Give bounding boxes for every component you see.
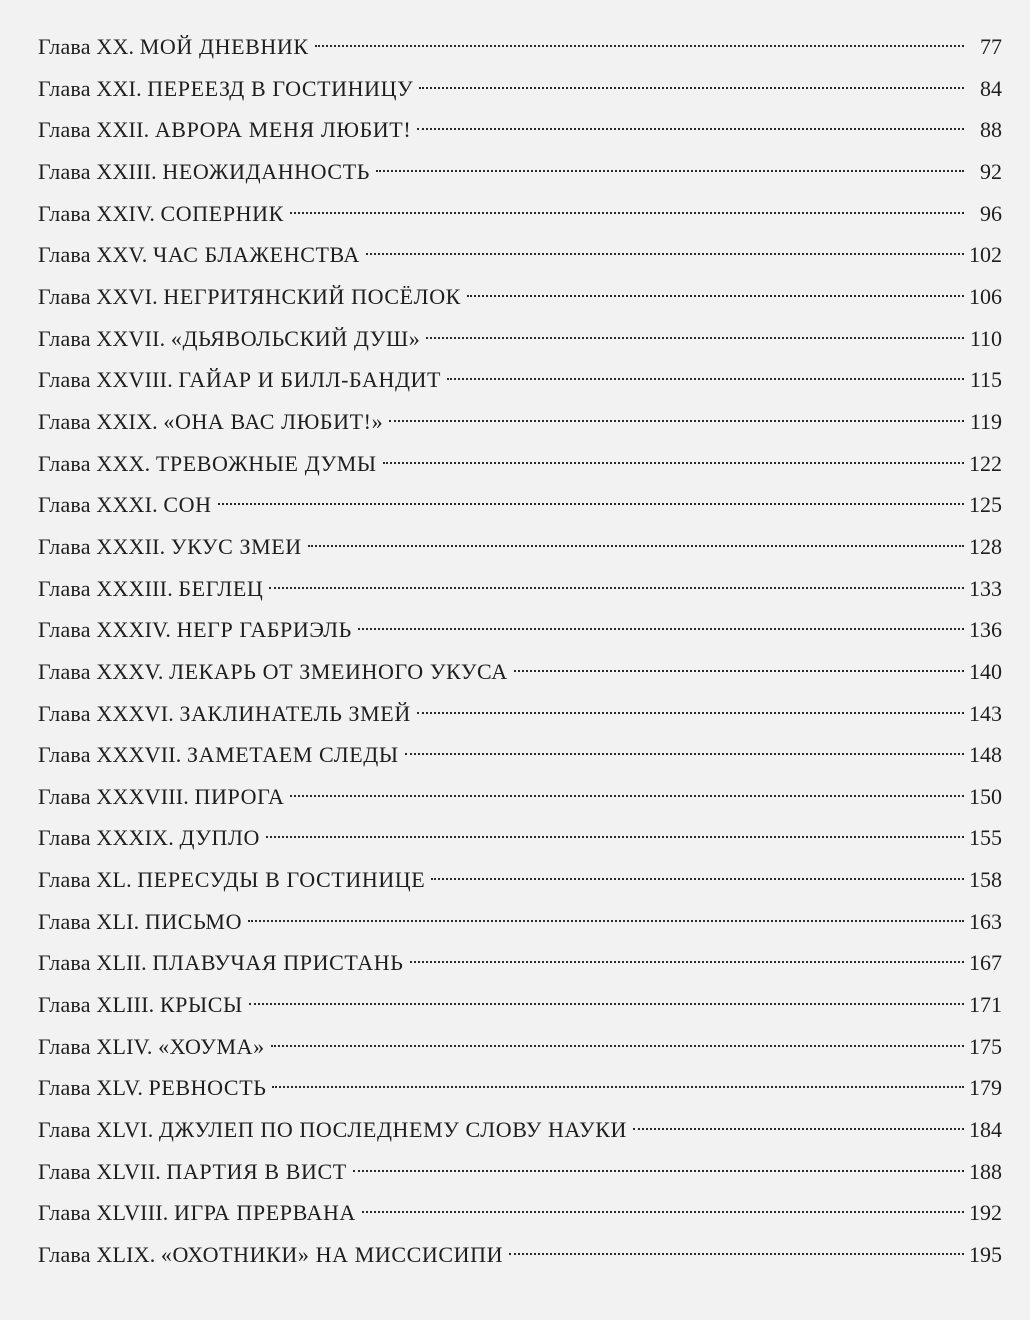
dot-leader: [383, 462, 964, 464]
dot-leader: [410, 961, 964, 963]
chapter-title: СОПЕРНИК: [160, 200, 284, 226]
toc-entry: [38, 276, 1002, 318]
page-number: 155: [969, 825, 1002, 851]
chapter-title: «ОХОТНИКИ» НА МИССИСИПИ: [160, 1242, 504, 1268]
chapter-number: Глава XXI.: [38, 75, 142, 101]
toc-entry-title: [38, 1192, 356, 1234]
toc-entry-title: [38, 1151, 347, 1193]
dot-leader: [376, 170, 964, 172]
toc-entry-title: [38, 68, 413, 110]
toc-entry-title: [38, 1026, 265, 1068]
chapter-number: Глава XXV.: [38, 242, 148, 268]
chapter-title: ПЕРЕСУДЫ В ГОСТИНИЦЕ: [137, 867, 426, 893]
dot-leader: [426, 337, 964, 339]
chapter-title: ПАРТИЯ В ВИСТ: [166, 1158, 347, 1184]
page-number: 192: [969, 1200, 1002, 1226]
toc-entry: [38, 1192, 1002, 1234]
toc-entry: [38, 401, 1002, 443]
chapter-title: ПЛАВУЧАЯ ПРИСТАНЬ: [152, 950, 404, 976]
chapter-title: НЕГР ГАБРИЭЛЬ: [176, 617, 352, 643]
toc-entry: [38, 318, 1002, 360]
dot-leader: [266, 836, 964, 838]
table-of-contents: [38, 26, 1002, 1276]
page-number: 175: [969, 1033, 1002, 1059]
page-number: 184: [969, 1117, 1002, 1143]
dot-leader: [308, 545, 964, 547]
chapter-number: Глава XLIII.: [38, 992, 155, 1018]
page-number: 77: [980, 34, 1002, 59]
dot-leader: [269, 587, 964, 589]
toc-entry-title: [38, 1234, 503, 1276]
page-number: 150: [969, 783, 1002, 809]
chapter-title: ДЖУЛЕП ПО ПОСЛЕДНЕМУ СЛОВУ НАУКИ: [158, 1117, 627, 1143]
chapter-title: ЛЕКАРЬ ОТ ЗМЕИНОГО УКУСА: [169, 658, 508, 684]
dot-leader: [362, 1211, 964, 1213]
chapter-number: Глава XXIV.: [38, 200, 156, 226]
chapter-number: Глава XLIV.: [38, 1033, 153, 1059]
chapter-number: Глава XLII.: [38, 950, 147, 976]
page-number: 119: [969, 408, 1002, 434]
page-number: 140: [969, 658, 1002, 684]
toc-entry-title: [38, 26, 309, 68]
toc-entry-title: [38, 401, 383, 443]
toc-entry: [38, 942, 1002, 984]
toc-entry: [38, 651, 1002, 693]
toc-entry: [38, 901, 1002, 943]
toc-entry-title: [38, 984, 243, 1026]
chapter-number: Глава XXVII.: [38, 325, 166, 351]
chapter-title: ЗАМЕТАЕМ СЛЕДЫ: [186, 742, 399, 768]
toc-entry: [38, 359, 1002, 401]
dot-leader: [218, 503, 964, 505]
page-number: 179: [969, 1075, 1002, 1101]
dot-leader: [249, 1003, 964, 1005]
toc-entry: [38, 26, 1002, 68]
chapter-title: РЕВНОСТЬ: [148, 1075, 267, 1101]
toc-entry: [38, 817, 1002, 859]
dot-leader: [431, 878, 964, 880]
chapter-title: ПИРОГА: [194, 783, 285, 809]
toc-entry-title: [38, 942, 404, 984]
chapter-number: Глава XLVII.: [38, 1158, 161, 1184]
page-number: 110: [969, 325, 1002, 351]
chapter-title: УКУС ЗМЕИ: [170, 533, 302, 559]
toc-entry: [38, 526, 1002, 568]
toc-entry: [38, 984, 1002, 1026]
toc-entry: [38, 68, 1002, 110]
dot-leader: [509, 1253, 964, 1255]
chapter-title: МОЙ ДНЕВНИК: [139, 34, 309, 59]
dot-leader: [290, 795, 964, 797]
chapter-number: Глава XXVI.: [38, 283, 158, 309]
chapter-number: Глава XXXIX.: [38, 825, 174, 851]
page-number: 115: [969, 367, 1002, 393]
toc-entry: [38, 568, 1002, 610]
chapter-number: Глава XXXVIII.: [38, 783, 189, 809]
dot-leader: [271, 1045, 964, 1047]
dot-leader: [633, 1128, 964, 1130]
chapter-title: ТРЕВОЖНЫЕ ДУМЫ: [155, 450, 377, 476]
toc-entry-title: [38, 817, 260, 859]
toc-entry: [38, 109, 1002, 151]
page-number: 96: [980, 200, 1002, 226]
toc-entry-title: [38, 276, 461, 318]
chapter-title: ЧАС БЛАЖЕНСТВА: [153, 242, 360, 268]
toc-entry-title: [38, 1067, 266, 1109]
page-number: 188: [969, 1158, 1002, 1184]
toc-entry: [38, 1026, 1002, 1068]
chapter-number: Глава XLVIII.: [38, 1200, 169, 1226]
page-number: 136: [969, 617, 1002, 643]
toc-entry: [38, 234, 1002, 276]
toc-entry: [38, 1151, 1002, 1193]
chapter-title: СОН: [163, 492, 212, 518]
toc-entry-title: [38, 734, 399, 776]
dot-leader: [315, 45, 964, 47]
toc-entry: [38, 484, 1002, 526]
chapter-title: ЗАКЛИНАТЕЛЬ ЗМЕЙ: [179, 700, 411, 726]
toc-entry: [38, 1234, 1002, 1276]
chapter-number: Глава XXX.: [38, 450, 151, 476]
toc-entry-title: [38, 1109, 627, 1151]
chapter-title: ДУПЛО: [179, 825, 261, 851]
page-number: 171: [969, 992, 1002, 1018]
toc-entry-title: [38, 651, 508, 693]
chapter-title: «ОНА ВАС ЛЮБИТ!»: [163, 408, 384, 434]
toc-entry-title: [38, 109, 411, 151]
dot-leader: [417, 712, 964, 714]
chapter-number: Глава XXIII.: [38, 158, 157, 184]
chapter-number: Глава XXXIII.: [38, 575, 173, 601]
dot-leader: [467, 295, 964, 297]
toc-entry-title: [38, 193, 284, 235]
dot-leader: [405, 753, 964, 755]
chapter-number: Глава XXXI.: [38, 492, 158, 518]
toc-entry: [38, 609, 1002, 651]
chapter-number: Глава XX.: [38, 34, 135, 59]
dot-leader: [248, 920, 964, 922]
chapter-number: Глава XL.: [38, 867, 132, 893]
chapter-title: НЕГРИТЯНСКИЙ ПОСЁЛОК: [163, 283, 461, 309]
toc-entry: [38, 1067, 1002, 1109]
toc-entry-title: [38, 526, 302, 568]
chapter-number: Глава XXXII.: [38, 533, 166, 559]
page-number: 106: [969, 283, 1002, 309]
dot-leader: [514, 670, 964, 672]
page-number: 143: [969, 700, 1002, 726]
toc-entry: [38, 734, 1002, 776]
toc-entry: [38, 443, 1002, 485]
toc-entry: [38, 151, 1002, 193]
toc-entry: [38, 859, 1002, 901]
chapter-title: КРЫСЫ: [159, 992, 243, 1018]
page-number: 158: [969, 867, 1002, 893]
dot-leader: [358, 628, 964, 630]
toc-entry-title: [38, 359, 441, 401]
chapter-number: Глава XLVI.: [38, 1117, 154, 1143]
dot-leader: [419, 87, 964, 89]
toc-entry-title: [38, 234, 360, 276]
chapter-number: Глава XXXVII.: [38, 742, 182, 768]
dot-leader: [353, 1170, 964, 1172]
chapter-number: Глава XLV.: [38, 1075, 144, 1101]
toc-entry-title: [38, 443, 377, 485]
chapter-title: «ХОУМА»: [158, 1033, 265, 1059]
chapter-number: Глава XXVIII.: [38, 367, 173, 393]
dot-leader: [417, 128, 964, 130]
toc-entry: [38, 193, 1002, 235]
toc-entry-title: [38, 859, 425, 901]
chapter-title: ГАЙАР И БИЛЛ-БАНДИТ: [178, 367, 442, 393]
chapter-title: АВРОРА МЕНЯ ЛЮБИТ!: [154, 117, 412, 143]
dot-leader: [290, 212, 964, 214]
chapter-title: «ДЬЯВОЛЬСКИЙ ДУШ»: [170, 325, 421, 351]
chapter-number: Глава XXXV.: [38, 658, 164, 684]
chapter-number: Глава XLI.: [38, 908, 140, 934]
page-number: 148: [969, 742, 1002, 768]
page-number: 163: [969, 908, 1002, 934]
toc-entry: [38, 776, 1002, 818]
toc-entry: [38, 1109, 1002, 1151]
page-number: 92: [980, 158, 1002, 184]
chapter-title: ПИСЬМО: [144, 908, 243, 934]
dot-leader: [366, 253, 964, 255]
dot-leader: [272, 1086, 964, 1088]
page-number: 128: [969, 533, 1002, 559]
toc-entry-title: [38, 693, 411, 735]
chapter-title: ИГРА ПРЕРВАНА: [173, 1200, 356, 1226]
page-number: 102: [969, 242, 1002, 268]
chapter-number: Глава XLIX.: [38, 1242, 156, 1268]
toc-entry-title: [38, 609, 352, 651]
chapter-number: Глава XXXIV.: [38, 617, 172, 643]
toc-entry-title: [38, 484, 212, 526]
chapter-number: Глава XXII.: [38, 117, 150, 143]
page-number: 133: [969, 575, 1002, 601]
page-number: 167: [969, 950, 1002, 976]
page-number: 195: [969, 1242, 1002, 1268]
toc-entry-title: [38, 901, 242, 943]
page-number: 122: [969, 450, 1002, 476]
chapter-number: Глава XXIX.: [38, 408, 158, 434]
page-number: 88: [980, 117, 1002, 143]
toc-entry-title: [38, 568, 263, 610]
dot-leader: [447, 378, 964, 380]
chapter-title: ПЕРЕЕЗД В ГОСТИНИЦУ: [147, 75, 414, 101]
toc-entry-title: [38, 776, 284, 818]
toc-entry-title: [38, 318, 420, 360]
toc-entry: [38, 693, 1002, 735]
page-number: 84: [980, 75, 1002, 101]
toc-entry-title: [38, 151, 370, 193]
page-number: 125: [969, 492, 1002, 518]
chapter-number: Глава XXXVI.: [38, 700, 174, 726]
dot-leader: [389, 420, 964, 422]
chapter-title: НЕОЖИДАННОСТЬ: [162, 158, 370, 184]
chapter-title: БЕГЛЕЦ: [178, 575, 264, 601]
